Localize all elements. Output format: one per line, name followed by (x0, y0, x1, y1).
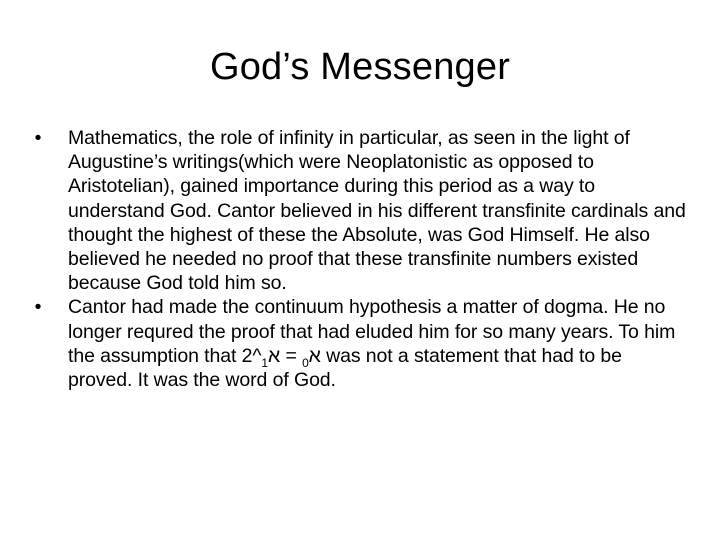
aleph-subscript: 1 (261, 355, 268, 370)
bullet-text: Mathematics, the role of infinity in particular, as seen in the light of Augustine’s writings(which were Neoplatonistic as opposed to Aristotelian), gained importance during this period as a way to understand God. Cantor believed in his different transfinite cardinals and thought the highest of these the Absolute, was God Himself. He also believed he needed no proof that these transfinite numbers existed because God told him so. (68, 127, 686, 295)
slide-title: God’s Messenger (209, 46, 511, 88)
bullet-text-part: Cantor had made the continuum hypothesis a matter of dogma. He no longer requred the proof that had eluded him for so many years. To him the assumption that 2^א (68, 296, 676, 367)
aleph-subscript: 0 (302, 355, 309, 370)
bullet-item (26, 295, 686, 392)
bullet-text-part: = א (267, 344, 303, 367)
bullet-list (26, 126, 686, 392)
bullet-dot-icon: • (34, 127, 42, 149)
bullet-item (26, 126, 686, 295)
bullet-dot-icon: • (34, 296, 42, 319)
bullet-text-part: was not a statement that had to be proved. It was the word of God. (68, 344, 622, 392)
